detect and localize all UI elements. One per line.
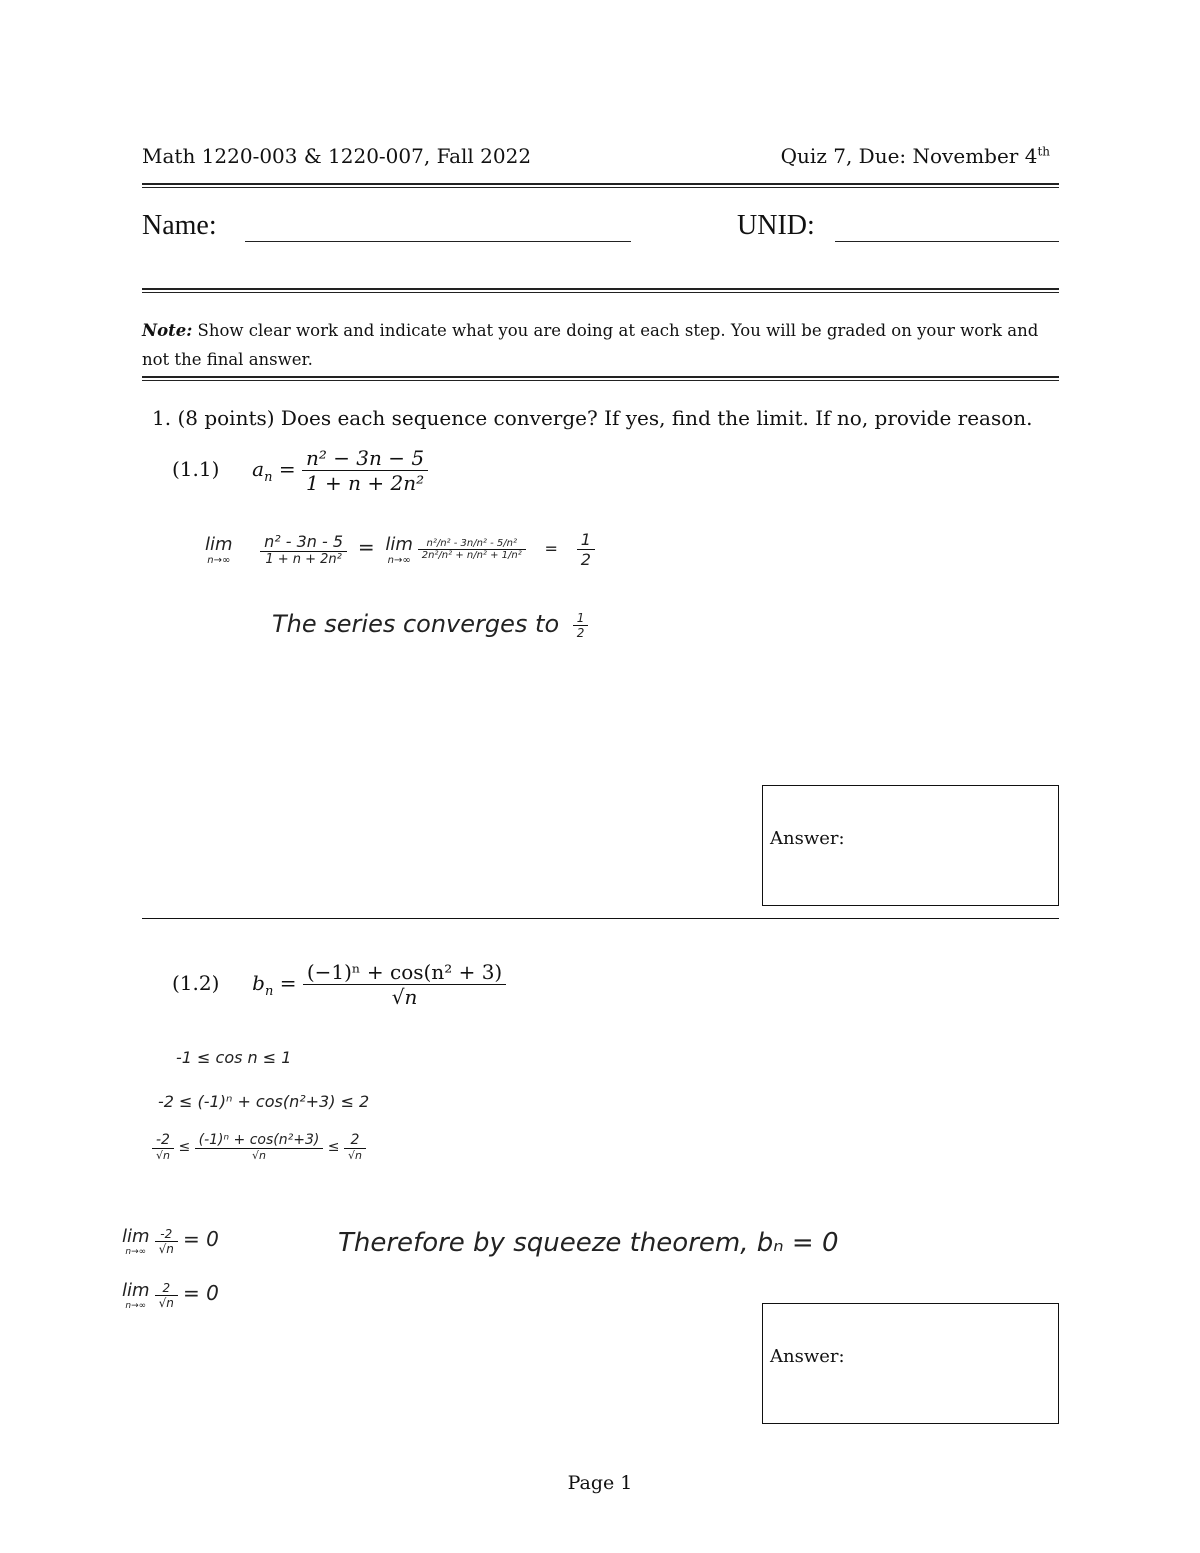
work-1-2-line2: -2 ≤ (-1)ⁿ + cos(n²+3) ≤ 2 <box>158 1092 370 1111</box>
part-1-1-equals: = <box>278 457 302 481</box>
work-1-1-conclusion: The series converges to $\frac{1}{2}$ <box>272 610 588 640</box>
work-1-2-line3-right: $\frac{2}{√n}$ <box>344 1132 366 1162</box>
question-1: 1. (8 points) Does each sequence converge? If yes, find the limit. If no, provide reason. <box>152 406 1033 430</box>
part-1-1-lhs-sub: n <box>264 470 273 485</box>
work-1-2-conclusion: Therefore by squeeze theorem, bₙ = 0 <box>338 1228 839 1258</box>
part-1-1 <box>172 446 428 495</box>
part-1-2 <box>172 960 506 1009</box>
part-1-1-numerator: n² − 3n − 5 <box>302 446 428 471</box>
work-1-1-eq2: = <box>544 539 558 558</box>
work-1-1-frac2: $\frac{\text{n²/n² - 3n/n² - 5/n²}}{\text{2n²/n² + n/n² + 1/n²}}$ <box>418 538 526 561</box>
course-title: Math 1220-003 & 1220-007, Fall 2022 <box>142 144 532 168</box>
quiz-due-sup: th <box>1037 144 1050 159</box>
answer-box-1-1[interactable] <box>762 785 1059 906</box>
part-1-1-fraction <box>302 446 428 495</box>
work-1-1-frac1: $\frac{\text{n² - 3n - 5}}{\text{1 + n + 2n²}}$ <box>260 532 347 567</box>
header-rule <box>142 183 1059 188</box>
work-1-2-line3-le2: ≤ <box>327 1139 340 1155</box>
part-1-2-equals: = <box>279 971 303 995</box>
answer-label-1-1: Answer: <box>770 828 845 849</box>
unid-field[interactable] <box>835 241 1059 242</box>
part-1-2-denominator: √n <box>391 985 418 1009</box>
quiz-due-date <box>781 144 1050 168</box>
work-1-2-line3-left: $\frac{-2}{√n}$ <box>152 1132 174 1162</box>
part-1-1-lhs: a <box>252 457 265 481</box>
name-label: Name: <box>142 210 217 241</box>
part-1-2-numerator: (−1)ⁿ + cos(n² + 3) <box>303 960 506 985</box>
note-label: Note: <box>142 321 193 340</box>
answer-box-1-2[interactable] <box>762 1303 1059 1424</box>
part-1-2-lhs-sub: n <box>264 984 274 999</box>
note-rule <box>142 376 1059 381</box>
work-1-2-line3-mid: $\frac{\text{(-1)ⁿ + cos(n²+3)}}{√n}$ <box>195 1132 324 1162</box>
answer-label-1-2: Answer: <box>770 1346 845 1367</box>
note-text: Show clear work and indicate what you are doing at each step. You will be graded on your work and not the final answer. <box>142 321 1039 369</box>
section-divider <box>142 918 1059 919</box>
work-1-2-lim2: lim n→∞ $\frac{2}{√n}$ = 0 <box>122 1280 219 1311</box>
work-1-1-lim: lim n→∞ <box>205 533 233 566</box>
fields-rule <box>142 288 1059 293</box>
work-1-1-conclusion-frac: $\frac{1}{2}$ <box>573 611 589 640</box>
part-1-2-label: (1.2) <box>172 971 220 995</box>
part-1-2-lhs: b <box>252 971 265 995</box>
note <box>142 316 1059 374</box>
work-1-2-line3-le1: ≤ <box>178 1139 191 1155</box>
part-1-2-fraction <box>303 960 506 1009</box>
work-1-1-eq1: = <box>357 535 375 559</box>
part-1-1-denominator: 1 + n + 2n² <box>305 471 425 495</box>
quiz-due-text: Quiz 7, Due: November 4 <box>780 144 1038 168</box>
part-1-1-label: (1.1) <box>172 457 220 481</box>
name-field[interactable] <box>245 241 631 242</box>
work-1-2-line1: -1 ≤ cos n ≤ 1 <box>176 1048 292 1067</box>
unid-label: UNID: <box>737 210 815 241</box>
work-1-2-line3 <box>152 1132 366 1162</box>
page-number: Page 1 <box>567 1472 633 1494</box>
work-1-2-lim1: lim n→∞ $\frac{-2}{√n}$ = 0 <box>122 1226 219 1257</box>
work-1-1 <box>205 530 595 569</box>
work-1-1-result: $\frac{1}{2}$ <box>577 530 595 569</box>
work-1-1-lim2: lim n→∞ <box>385 533 413 566</box>
